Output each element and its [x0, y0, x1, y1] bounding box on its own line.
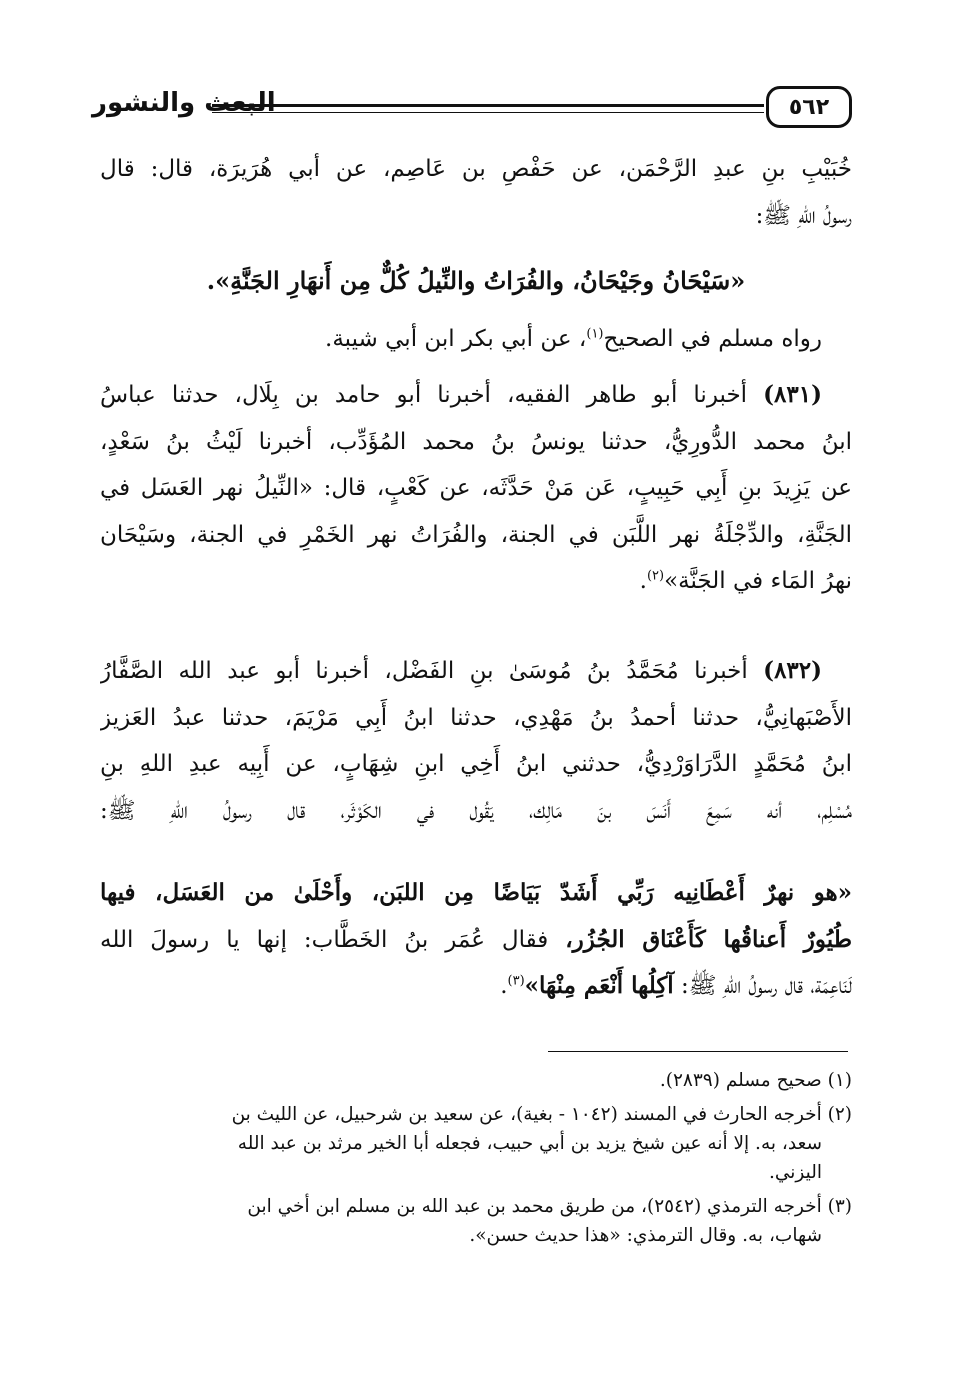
text-line: [100, 917, 852, 964]
paragraph-832: [100, 648, 852, 834]
running-title: البعث والنشور: [92, 88, 276, 118]
footnote-line: شهاب، به. وقال الترمذي: «هذا حديث حسن».: [469, 1225, 822, 1246]
text-line: [100, 648, 852, 695]
footnote-separator: [548, 1051, 848, 1052]
paragraph-831: [100, 372, 852, 605]
header-rule: [212, 104, 764, 107]
line-end: .: [639, 568, 647, 594]
text-line: [100, 316, 852, 363]
footnote-line: اليزني.: [768, 1162, 822, 1183]
footnote-1: [105, 1066, 852, 1095]
hadith-bold: طُيُورٌ أَعناقُها كَأَعْنَاق الجُزُر،: [565, 925, 852, 953]
footnote-ref: (٣): [507, 973, 525, 989]
page-header: [92, 82, 852, 134]
source-text: رواه مسلم في الصحيح: [603, 326, 822, 352]
text-line: [100, 558, 852, 605]
text-line: الجَنَّةِ، والدِّجْلَةُ نهر اللَّبَن في الجنة، والفُرَاتُ نهر الخَمْرِ في الجنة، وسَيْحَان: [100, 521, 852, 548]
line-text: فقال عُمَر بنُ الخَطَّاب: إنها يا رسولَ الله: [100, 926, 566, 953]
footnotes: [105, 1066, 852, 1250]
line-text: أخبرنا مُحَمَّدُ بنُ مُوسَىٰ بنِ الفَضْل، أخبرنا أبو عبد الله الصَّفَّارُ: [100, 658, 748, 684]
footnote-2: [105, 1100, 852, 1187]
hadith-bold: آكِلُها أَنْعَم مِنْهَا»: [524, 972, 674, 999]
text-line: [100, 963, 852, 1010]
footnote-line: (٢) أخرجه الحارث في المسند (١٠٤٢ - بغية)، عن سعيد بن شرحبيل، عن الليث بن: [231, 1104, 852, 1125]
footnote-line: (٣) أخرجه الترمذي (٢٥٤٢)، من طريق محمد بن عبد الله بن مسلم ابن أخي ابن: [247, 1196, 852, 1217]
hadith-2: [100, 870, 852, 1010]
footnote-ref: (٢): [646, 568, 665, 584]
page-number: ٥٦٢: [766, 86, 852, 128]
footnote-ref: (١): [586, 326, 604, 342]
text-line: [100, 372, 852, 419]
text-line: ابنُ محمد الدُّورِيُّ، حدثنا يونسُ بنُ محمد المُؤَدِّب، أخبرنا لَيْثُ بنُ سَعْدٍ،: [100, 428, 852, 455]
text-line: الأَصْبَهانِيُّ، حدثنا أحمدُ بنُ مَهْدِي، حدثنا ابنُ أَبِي مَرْيَمَ، حدثنا عبدُ العَزيز: [100, 704, 852, 731]
paragraph-number: (٨٣٢): [763, 657, 823, 684]
line-text: لَنَاعِمَة، قال رسولُ اللهِ ﷺ:: [673, 973, 852, 999]
text-line: «هو نهرٌ أَعْطَانِيه رَبِّي أَشَدّ بَيَاضًا مِن اللبَن، وأَحْلَىٰ من العَسَل، فيها: [100, 879, 852, 906]
paragraph-number: (٨٣١): [763, 381, 822, 408]
source-rest: ، عن أبي بكر ابن أبي شيبة.: [325, 326, 587, 352]
text-line: عن يَزِيدَ بنِ أَبِي حَبِيبٍ، عَن مَنْ حَدَّثَه، عن كَعْبٍ، قال: «النِّيلُ نهر العَسَل في: [100, 475, 852, 501]
line-text: أخبرنا أبو طاهر الفقيه، أخبرنا أبو حامد بن بِلَال، حدثنا عباسُ: [100, 382, 748, 408]
footnote-line: سعد، به. إلا أنه عين شيخ يزيد بن أبي حبيب، فجعله أبا الخير مرثد بن عبد الله: [237, 1133, 822, 1154]
text-line: مُسْلِم، أنه سَمِعَ أَنَسَ بنَ مَالِك، يَقُول في الكَوْثَر، قال رسولُ اللهِ ﷺ:: [100, 797, 852, 824]
line-end: .: [500, 973, 508, 999]
line-text: نهرُ المَاء في الجَنَّة»: [664, 568, 852, 594]
text-line: خُبَيْبِ بنِ عبدِ الرَّحْمَن، عن حَفْصِ بن عَاصِم، عن أبي هُرَيرَة، قال: قال: [100, 156, 852, 182]
text-line: رسولُ اللهِ ﷺ:: [755, 202, 852, 229]
footnote-line: (١) صحيح مسلم (٢٨٣٩).: [659, 1070, 852, 1091]
header-rule-thin: [212, 112, 764, 113]
source-line: [100, 316, 852, 363]
footnote-3: [105, 1192, 852, 1250]
hadith-text: «سَيْحَانُ وجَيْحَانُ، والفُرَاتُ والنِّيلُ كُلٌّ مِن أَنهَارِ الجَنَّةِ».: [206, 266, 746, 295]
intro-paragraph: [100, 146, 852, 239]
text-line: ابنُ مُحَمَّدٍ الدَّرَاوَرْدِيُّ، حدثني ابنُ أَخِي ابنِ شِهَابٍ، عن أَبِيه عبدِ اللهِ بنِ: [100, 751, 852, 777]
